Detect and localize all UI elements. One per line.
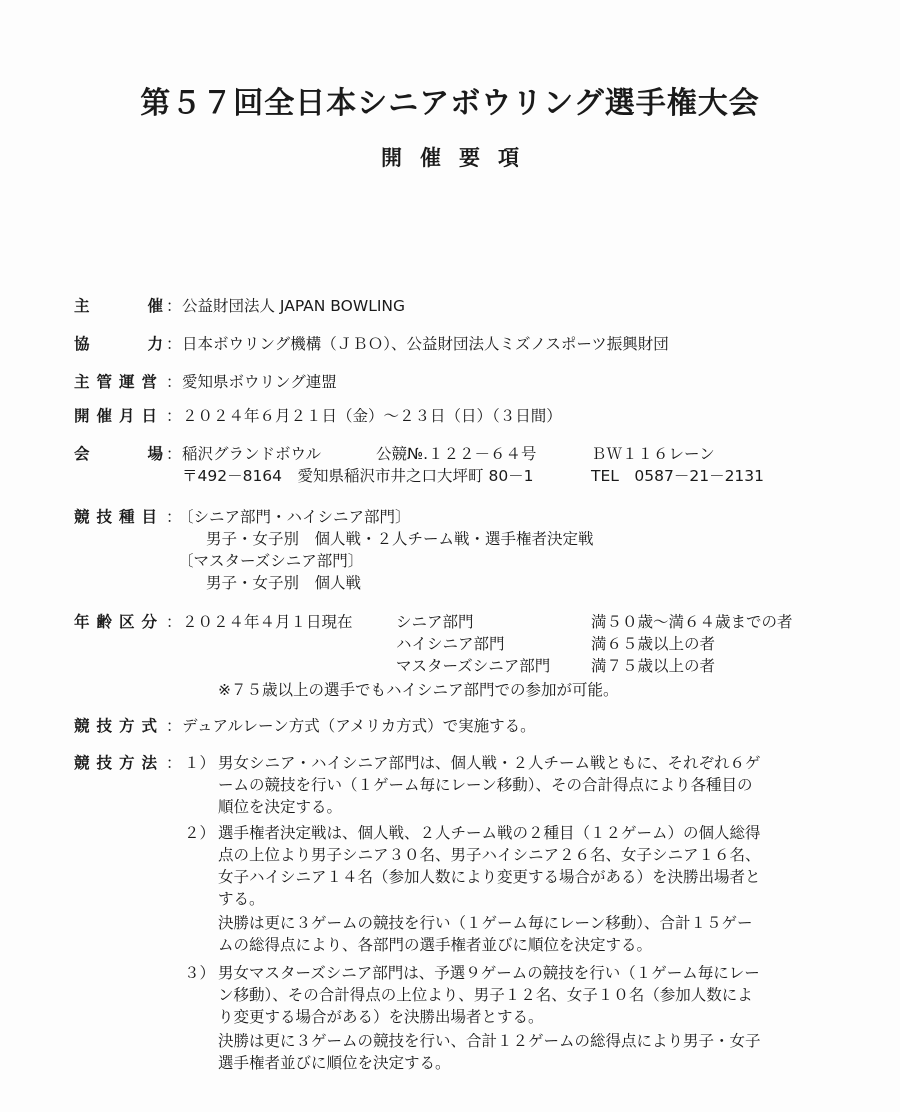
label-age: 年 齢 区 分 bbox=[74, 613, 158, 631]
colon: ： bbox=[166, 445, 182, 463]
method-item-line: 決勝は更に３ゲームの競技を行い（１ゲーム毎にレーン移動）、合計１５ゲー bbox=[218, 914, 753, 932]
colon: ： bbox=[166, 613, 182, 631]
method-item-line: する。 bbox=[218, 890, 265, 908]
organizer-value: 公益財団法人 JAPAN BOWLING bbox=[182, 297, 406, 315]
format-value: デュアルレーン方式（アメリカ方式）で実施する。 bbox=[182, 717, 536, 735]
document-title: 第５７回全日本シニアボウリング選手権大会 bbox=[140, 86, 760, 121]
method-item-line: ムの総得点により、各部門の選手権者並びに順位を決定する。 bbox=[218, 936, 653, 954]
age-basis: ２０２４年４月１日現在 bbox=[182, 613, 353, 631]
colon: ： bbox=[166, 407, 182, 425]
events-group1-desc: 男子・女子別 個人戦・２人チーム戦・選手権者決定戦 bbox=[206, 530, 594, 548]
label-events: 競 技 種 目 bbox=[74, 508, 158, 526]
method-item-line: り変更する場合がある）を決勝出場者とする。 bbox=[218, 1008, 544, 1026]
method-item-line: ームの競技を行い（１ゲーム毎にレーン移動）、その合計得点により各種目の bbox=[218, 776, 753, 794]
age-div1: シニア部門 bbox=[396, 613, 474, 631]
cooperation-value: 日本ボウリング機構（ＪＢＯ）、公益財団法人ミズノスポーツ振興財団 bbox=[182, 335, 669, 353]
venue-tel: TEL 0587－21－2131 bbox=[591, 467, 765, 485]
label-management: 主 管 運 営 bbox=[74, 373, 158, 391]
colon: ： bbox=[166, 373, 182, 391]
age-note: ※７５歳以上の選手でもハイシニア部門での参加が可能。 bbox=[218, 681, 619, 699]
method-item-line: 選手権者並びに順位を決定する。 bbox=[218, 1054, 451, 1072]
management-value: 愛知県ボウリング連盟 bbox=[182, 373, 337, 391]
label-dates: 開 催 月 日 bbox=[74, 407, 158, 425]
age-div3: マスターズシニア部門 bbox=[396, 657, 551, 675]
age-div3-range: 満７５歳以上の者 bbox=[591, 657, 716, 675]
colon: ： bbox=[166, 754, 182, 772]
method-item-number: １） bbox=[184, 754, 216, 772]
label-method: 競 技 方 法 bbox=[74, 754, 158, 772]
method-item-line: 点の上位より男子シニア３０名、男子ハイシニア２６名、女子シニア１６名、 bbox=[218, 846, 761, 864]
label-venue: 会 場 bbox=[74, 445, 164, 463]
age-div2: ハイシニア部門 bbox=[396, 635, 505, 653]
events-group1-title: 〔シニア部門・ハイシニア部門〕 bbox=[178, 508, 411, 526]
events-group2-desc: 男子・女子別 個人戦 bbox=[206, 574, 362, 592]
age-div1-range: 満５０歳～満６４歳までの者 bbox=[591, 613, 793, 631]
colon: ： bbox=[166, 717, 182, 735]
method-item-line: 女子ハイシニア１４名（参加人数により変更する場合がある）を決勝出場者と bbox=[218, 868, 761, 886]
document-subtitle: 開催要項 bbox=[381, 146, 537, 170]
label-organizer: 主 催 bbox=[74, 297, 164, 315]
label-cooperation: 協 力 bbox=[74, 335, 164, 353]
method-item-number: ３） bbox=[184, 964, 216, 982]
label-format: 競 技 方 式 bbox=[74, 717, 158, 735]
method-item-line: ン移動）、その合計得点の上位より、男子１２名、女子１０名（参加人数によ bbox=[218, 986, 753, 1004]
method-item-line: 男女シニア・ハイシニア部門は、個人戦・２人チーム戦ともに、それぞれ６ゲ bbox=[218, 754, 761, 772]
colon: ： bbox=[166, 335, 182, 353]
age-div2-range: 満６５歳以上の者 bbox=[591, 635, 716, 653]
dates-value: ２０２４年６月２１日（金）～２３日（日）（３日間） bbox=[182, 407, 562, 425]
venue-lanes: ＢＷ１１６レーン bbox=[591, 445, 715, 463]
method-item-line: 順位を決定する。 bbox=[218, 798, 343, 816]
venue-address: 〒492－8164 愛知県稲沢市井之口大坪町 80－1 bbox=[182, 467, 534, 485]
venue-cert: 公競№.１２２－６４号 bbox=[376, 445, 537, 463]
method-item-line: 男女マスターズシニア部門は、予選９ゲームの競技を行い（１ゲーム毎にレー bbox=[218, 964, 760, 982]
colon: ： bbox=[166, 508, 182, 526]
events-group2-title: 〔マスターズシニア部門〕 bbox=[178, 552, 364, 570]
method-item-line: 選手権者決定戦は、個人戦、２人チーム戦の２種目（１２ゲーム）の個人総得 bbox=[218, 824, 761, 842]
colon: ： bbox=[166, 297, 182, 315]
venue-name: 稲沢グランドボウル bbox=[182, 445, 322, 463]
method-item-line: 決勝は更に３ゲームの競技を行い、合計１２ゲームの総得点により男子・女子 bbox=[218, 1032, 761, 1050]
method-item-number: ２） bbox=[184, 824, 216, 842]
